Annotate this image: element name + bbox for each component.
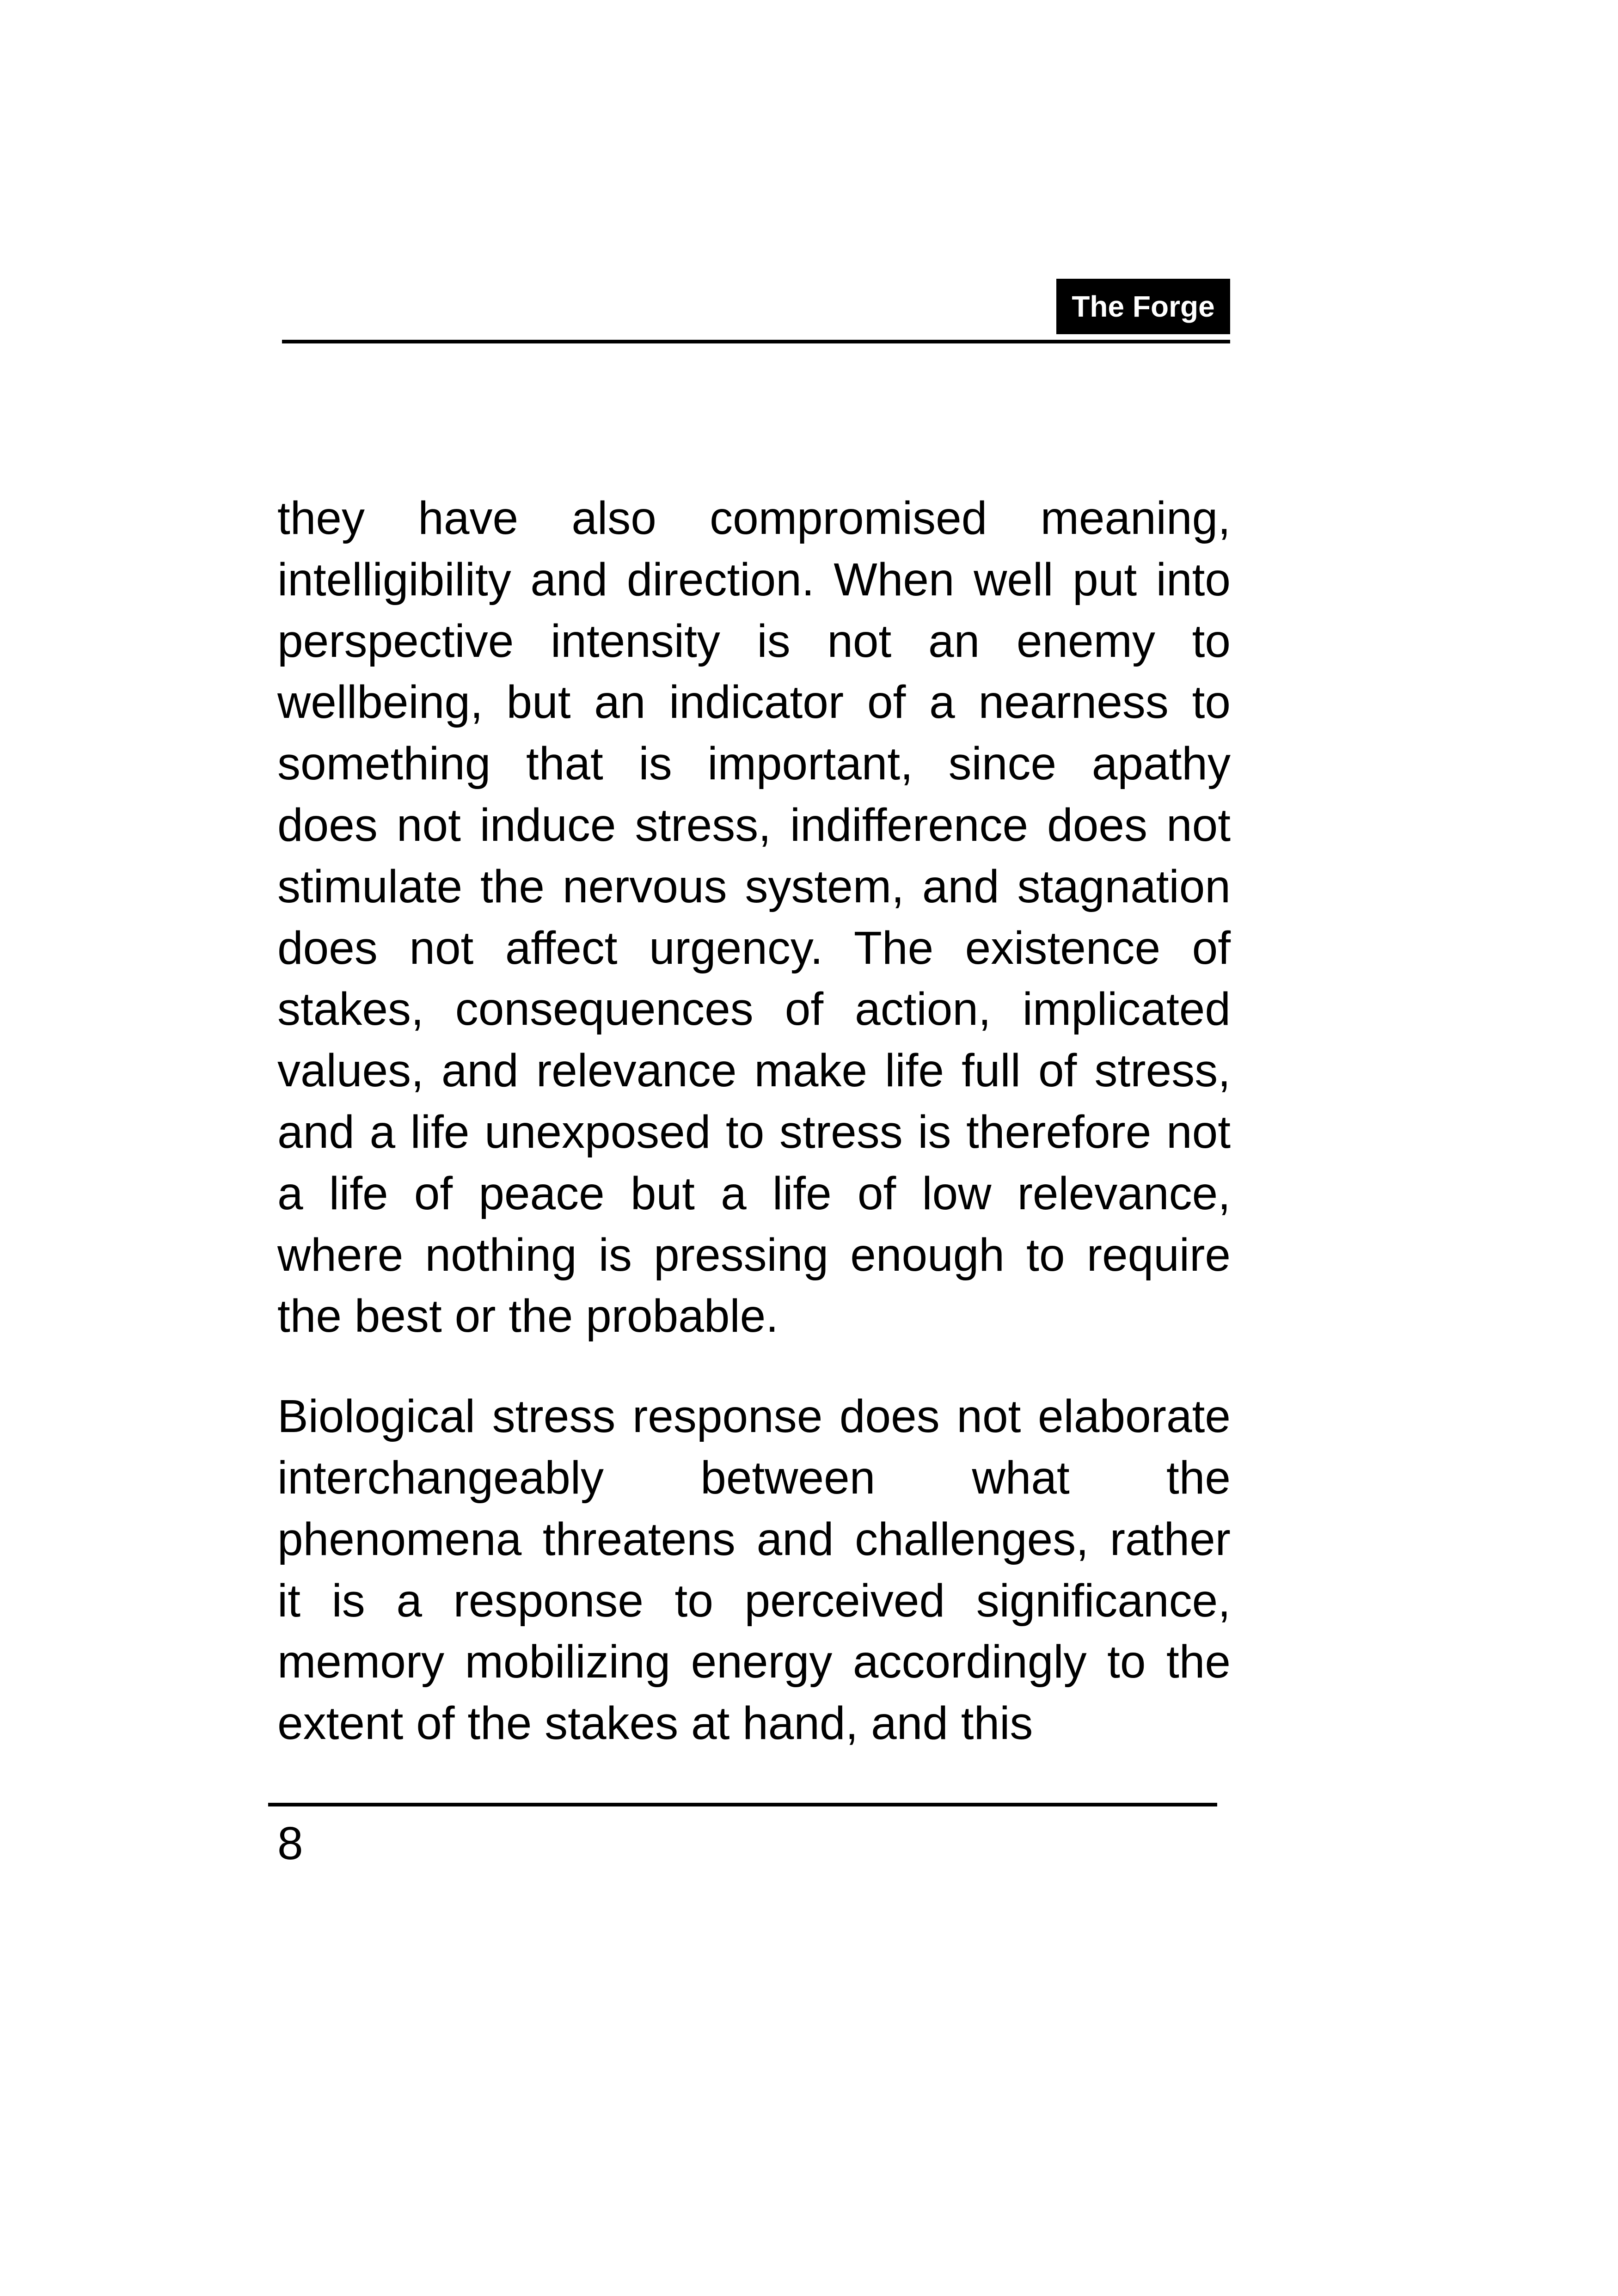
paragraph-1: they have also compromised meaning, intelligibility and direction. When well put into perspective intensity is not an enemy to wellbeing, but an indicator of a nearness to something that is important, since apathy does not induce stress, indifference does not stimulate the nervous system, and stagnation does not affect urgency. The existence of stakes, consequences of action, implicated values, and relevance make life full of stress, and a life unexposed to stress is therefore not a life of peace but a life of low relevance, where nothing is pressing enough to require the best or the probable.: [277, 492, 1231, 1342]
paragraph-2: Biological stress response does not elaborate interchangeably between what the phenomena threatens and challenges, rather it is a response to perceived significance, memory mobilizing energy accordingly to the extent of the stakes at hand, and this: [277, 1390, 1231, 1750]
header-divider: [282, 340, 1230, 343]
page-number: 8: [277, 1818, 303, 1869]
body-text: [277, 488, 1231, 1754]
footer-divider: [268, 1803, 1217, 1806]
running-header-title: The Forge: [1056, 279, 1230, 334]
